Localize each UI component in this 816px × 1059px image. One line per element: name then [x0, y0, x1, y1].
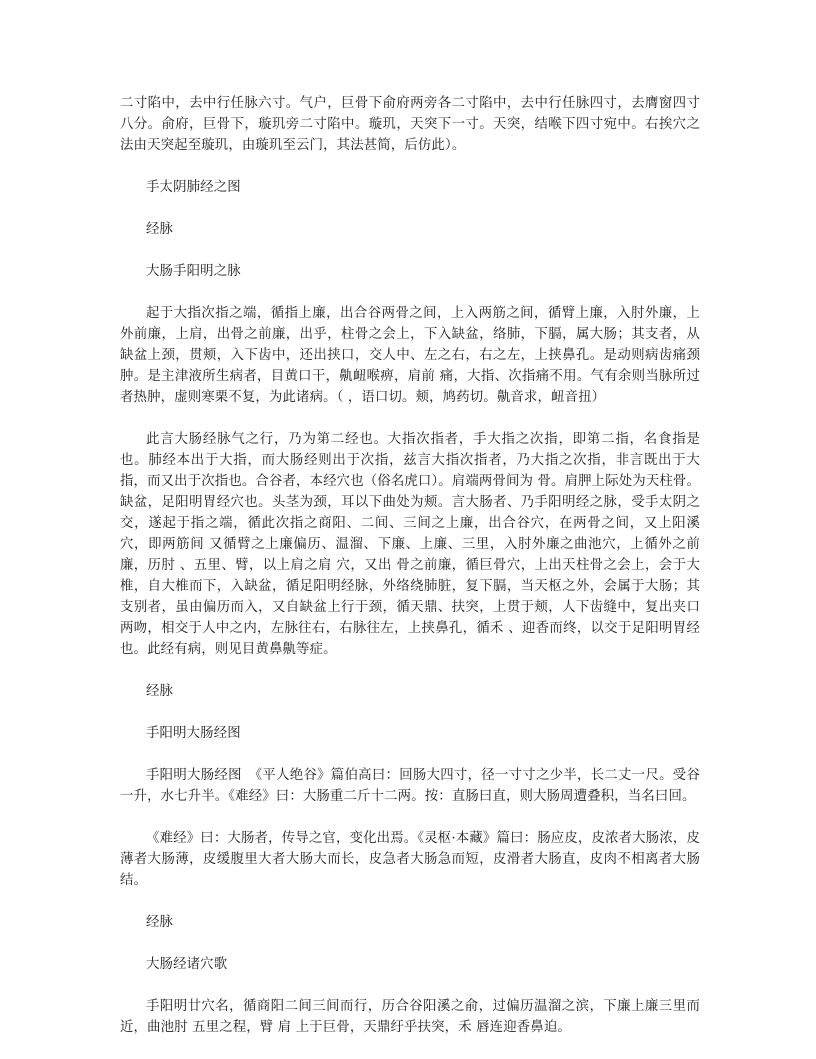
paragraph-commentary: 此言大肠经脉气之行，乃为第二经也。大指次指者，手大指之次指，即第二指，名食指是也。肺经本出于大指，而大肠经则出于次指，兹言大指次指者，乃大指之次指，非言既出于大指，而又出于次指也。合谷者，本经穴也（俗名虎口）。肩端两骨间为 骨。肩胛上际处为天柱骨。缺盆，足阳明胃经穴也。头茎为颈，耳以下曲处为颊。言大肠者、乃手阳明经之脉，受手太阴之交，遂起于指之端，循此次指之商阳、二间、三间之上廉，出合谷穴，在两骨之间，又上阳溪穴，即两筋间 又循臂之上廉偏历、温溜、下廉、上廉、三里，入肘外廉之曲池穴，上循外之前廉，历肘 、五里、臂，以上肩之肩 穴，又出 骨之前廉，循巨骨穴，上出天柱骨之会上，会于大椎，自大椎而下，入缺盆，循足阳明经脉，外络绕肺脏，复下膈，当天枢之外，会属于大肠；其支别者，虽由偏历而入，又自缺盆上行于颈，循天鼎、扶突，上贯于颊，人下齿缝中，复出夹口两吻，相交于人中之内，左脉往右，右脉往左，上挟鼻孔，循禾 、迎香而终，以交于足阳明胃经也。此经有病，则见目黄鼻鼽等症。 [120, 432, 700, 657]
section-heading-meridian: 经脉 [146, 684, 174, 699]
paragraph-nanjing-quote: 《难经》曰：大肠者，传导之官，变化出焉。《灵枢·本藏》篇曰：肠应皮，皮浓者大肠浓，皮薄者大肠薄，皮缓腹里大者大肠大而长，皮急者大肠急而短，皮滑者大肠直，皮肉不相离者大肠结。 [120, 831, 700, 888]
paragraph-chart-description: 手阳明大肠经图 《平人绝谷》篇伯高曰：回肠大四寸，径一寸寸之少半，长二丈一尺。受谷一升，水七升半。《难经》曰：大肠重二斤十二两。按：直肠曰直，则大肠周遭叠积，当名曰回。 [120, 768, 700, 804]
section-heading-meridian: 经脉 [146, 915, 174, 930]
section-heading-lung-meridian-chart: 手太阴肺经之图 [146, 180, 241, 195]
paragraph-classic-text: 起于大指次指之端，循指上廉，出合谷两骨之间，上入两筋之间，循臂上廉，入肘外廉，上 外前廉，上肩，出骨之前廉，出乎，柱骨之会上，下入缺盆，络肺，下膈，属大肠；其支者，从缺盆上颈，贯颊，入下齿中，还出挟口，交人中、左之右，右之左，上挟鼻孔。是动则病齿痛颈肿。是主津液所生病者，目黄口干，鼽衄喉痹，肩前 痛，大指、次指痛不用。气有余则当脉所过者热肿，虚则寒栗不复，为此诸病。（ ，语口切。颊，鸠药切。鼽音求，衄音扭） [120, 306, 700, 405]
paragraph-continuation: 二寸陷中，去中行任脉六寸。气户，巨骨下俞府两旁各二寸陷中，去中行任脉四寸，去膺窗四寸八分。俞府，巨骨下，璇玑旁二寸陷中。璇玑，天突下一寸。天突，结喉下四寸宛中。右挨穴之法由天突起至璇玑，由璇玑至云门，其法甚简，后仿此）。 [120, 96, 700, 153]
document-page [120, 93, 700, 1059]
section-heading-large-intestine-chart: 手阳明大肠经图 [146, 726, 241, 741]
section-heading-meridian: 经脉 [146, 222, 174, 237]
section-heading-acupoint-song: 大肠经诸穴歌 [146, 957, 228, 972]
section-heading-large-intestine-meridian: 大肠手阳明之脉 [146, 264, 241, 279]
paragraph-acupoint-song: 手阳明廿穴名，循商阳二间三间而行，历合谷阳溪之俞，过偏历温溜之滨，下廉上廉三里而近，曲池肘 五里之程，臂 肩 上于巨骨，天鼎纡乎扶突，禾 唇连迎香鼻迫。 [120, 999, 700, 1035]
